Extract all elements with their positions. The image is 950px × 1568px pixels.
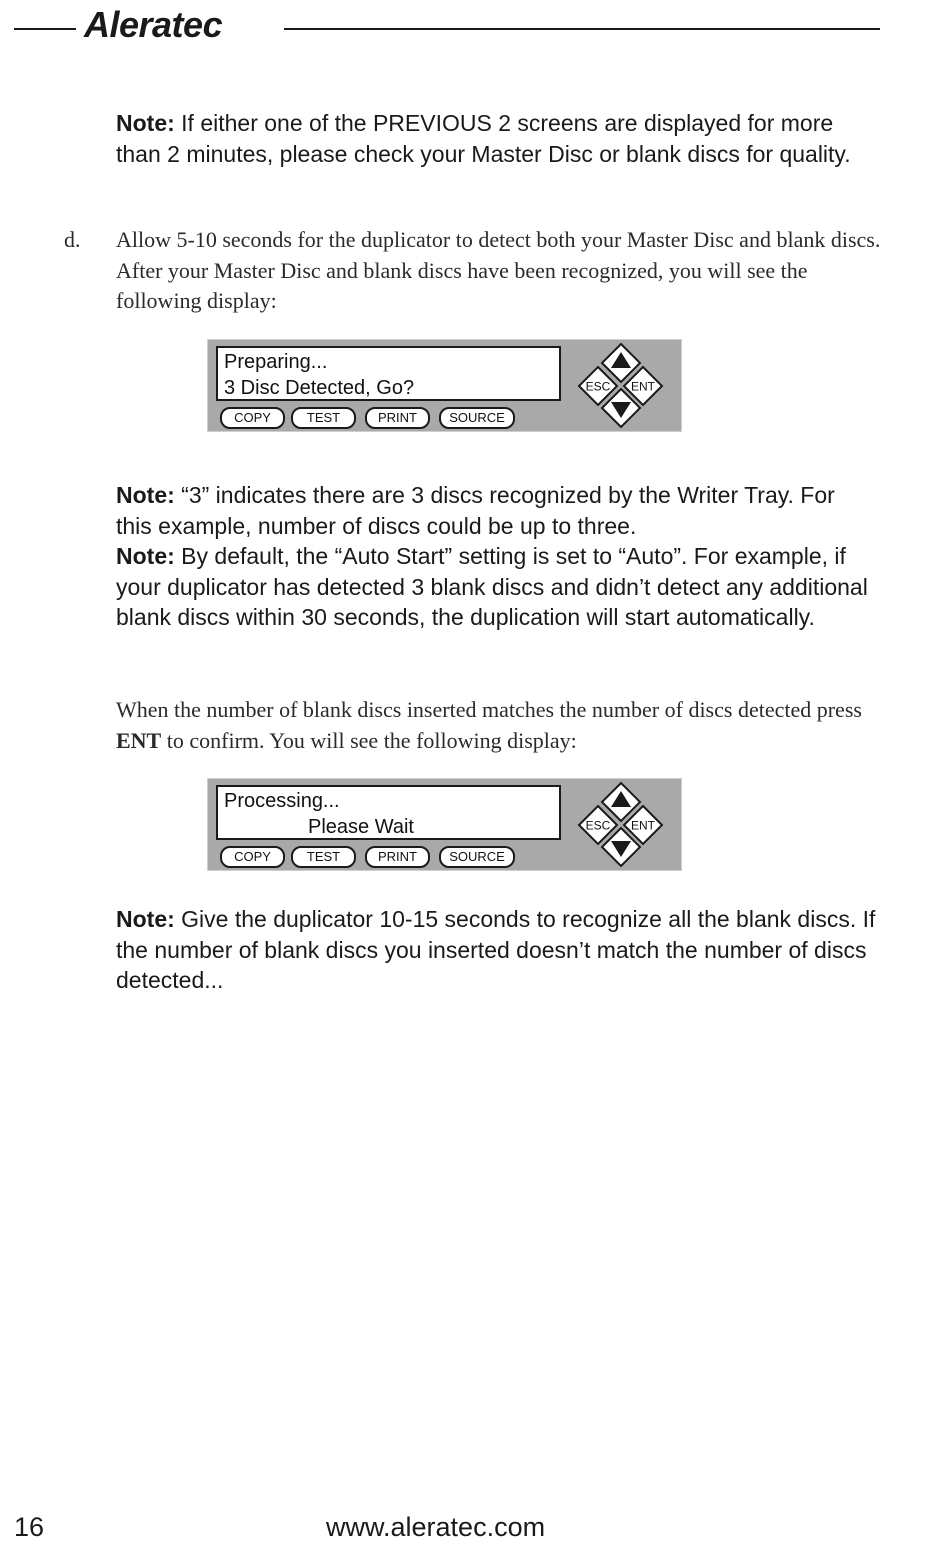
lcd-line-2: 3 Disc Detected, Go?: [224, 377, 415, 399]
lcd-screen: [216, 346, 561, 401]
header-rule-right: [284, 28, 880, 30]
lcd-screen: [216, 785, 561, 840]
note-label: Note:: [116, 482, 175, 508]
lcd-panel-preparing: [207, 339, 682, 432]
ent-key-label: ENT: [631, 379, 655, 394]
confirm-text-after: to confirm. You will see the following display:: [161, 727, 577, 753]
ent-key-label: ENT: [631, 818, 655, 833]
note-label: Note:: [116, 110, 175, 136]
step-marker-d: d.: [64, 227, 81, 252]
lcd-panel-processing: [207, 778, 682, 871]
confirm-instructions: [116, 695, 886, 756]
source-button[interactable]: SOURCE: [439, 846, 515, 868]
lcd-line-1: Processing...: [224, 790, 340, 812]
note-text: Give the duplicator 10-15 seconds to recognize all the blank discs. If the number of blank discs you inserted doesn’t match the number of discs detected...: [116, 906, 876, 993]
note-text: “3” indicates there are 3 discs recognized by the Writer Tray. For this example, number of discs could be up to three.: [116, 482, 835, 539]
page-header: [0, 0, 950, 60]
note-discs-recognized: [116, 480, 876, 633]
note-label-auto-start: Note:: [116, 543, 175, 569]
brand-logo: Aleratec: [84, 4, 223, 45]
print-button[interactable]: PRINT: [365, 846, 430, 868]
page-number: 16: [14, 1512, 45, 1542]
note-quality-check: [116, 108, 876, 169]
ent-key-reference: ENT: [116, 727, 162, 753]
copy-button[interactable]: COPY: [220, 407, 285, 429]
note-text-auto-start: By default, the “Auto Start” setting is set to “Auto”. For example, if your duplicator has detected 3 blank discs and didn’t detect any additional blank discs within 30 seconds, the duplication will start automatically.: [116, 543, 868, 630]
confirm-text-before: When the number of blank discs inserted matches the number of discs detected press: [116, 697, 862, 722]
esc-key-label: ESC: [585, 379, 611, 394]
note-recognize-time: [116, 904, 876, 996]
footer-url: www.aleratec.com: [326, 1512, 546, 1542]
test-button[interactable]: TEST: [291, 407, 356, 429]
nav-keypad: [576, 342, 666, 428]
source-button[interactable]: SOURCE: [439, 407, 515, 429]
note-label: Note:: [116, 906, 175, 932]
nav-keypad: [576, 781, 666, 867]
print-button[interactable]: PRINT: [365, 407, 430, 429]
copy-button[interactable]: COPY: [220, 846, 285, 868]
lcd-line-2: Please Wait: [308, 816, 414, 838]
lcd-line-1: Preparing...: [224, 351, 328, 373]
header-rule-left: [14, 28, 76, 30]
step-d-text: Allow 5-10 seconds for the duplicator to detect both your Master Disc and blank discs. After your Master Disc and blank discs have been recognized, you will see the following display:: [116, 227, 881, 313]
test-button[interactable]: TEST: [291, 846, 356, 868]
esc-key-label: ESC: [585, 818, 611, 833]
note-text: If either one of the PREVIOUS 2 screens are displayed for more than 2 minutes, please check your Master Disc or blank discs for quality.: [116, 110, 851, 167]
